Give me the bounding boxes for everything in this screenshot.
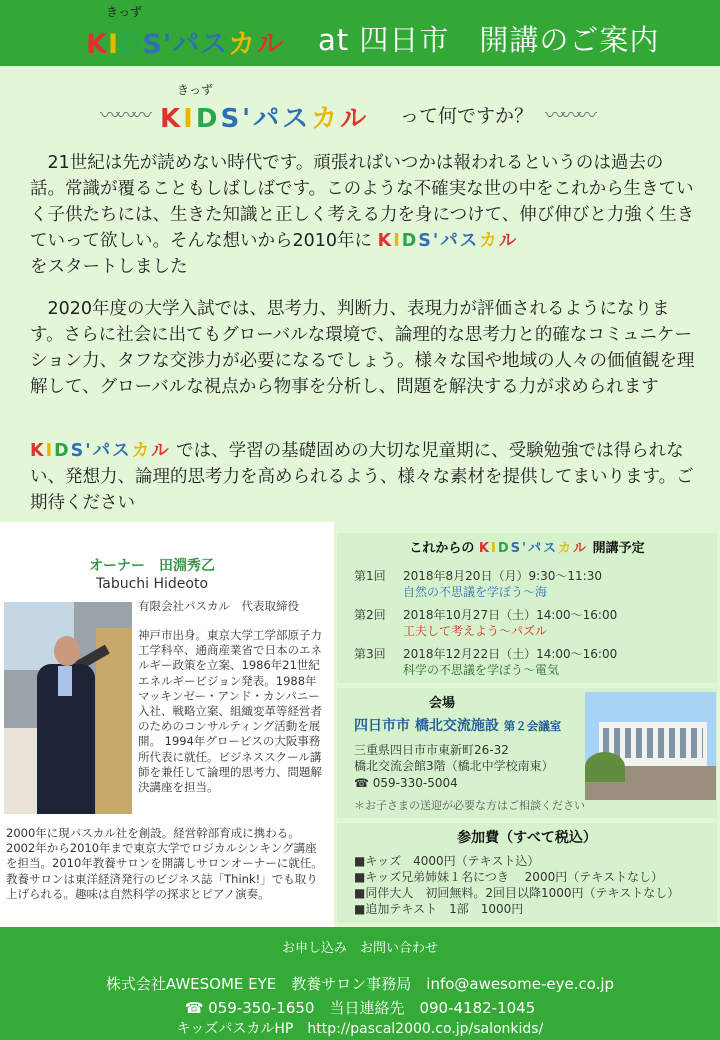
brand-char: ': [522, 541, 528, 556]
fee-item: ■キッズ兄弟姉妹１名につき 2000円（テキストなし）: [354, 870, 663, 884]
owner-title: オーナー 田淵秀乙: [89, 558, 215, 574]
intro-section: [0, 66, 720, 521]
brand-char: D: [118, 29, 143, 60]
fee-item: ■同伴大人 初回無料。2回目以降1000円（テキストなし）: [354, 886, 680, 900]
brand-char: カ: [311, 104, 341, 134]
intro-brand-ruby: きっず: [177, 83, 214, 97]
brand-char: パ: [528, 541, 544, 556]
brand-char: ': [162, 29, 173, 60]
session-1-date: 2018年8月20日（月）9:30～11:30: [403, 569, 602, 583]
fee-item: ■キッズ 4000円（テキスト込）: [354, 854, 540, 868]
brand-char: カ: [558, 541, 574, 556]
brand-char: S: [220, 104, 243, 134]
owner-bio-2: 2000年に現パスカル社を創設。経営幹部育成に携わる。2002年から2010年まで東京大学でロジカルシンキング講座を担当。2010年教養サロンを開講しサロンオーナーに就任。教養サロンは東洋経済発行のビジネス誌「Think!」でも取り上げられる。趣味は自然科学の探求とピアノ演奏。: [6, 826, 323, 901]
p3-brand: [30, 441, 171, 461]
intro-paragraph-3: [30, 438, 695, 516]
flourish-right-ornament: 〰〰〰: [545, 103, 593, 127]
brand-char: I: [393, 231, 402, 251]
brand-char: ル: [256, 29, 285, 60]
session-2-number: 第2回: [354, 608, 386, 622]
brand-char: ': [432, 231, 441, 251]
owner-bio-1: 神戸市出身。東京大学工学部原子力工学科卒、通商産業省で日本のエネルギー政策を立案、1986年21世紀エネルギービジョン発表。1988年マッキンゼー・アンド・カンパニー入社、戦略立案、組織変革等経営者のためのコンサルティング活動を展開。 1994年グロービスの大阪事務所代表に就任。ビジネススクール講師を兼任して論理的思考力、問題解決講座を担当。: [138, 628, 322, 795]
brand-char: パ: [253, 104, 283, 134]
contact-phone: ☎ 059-350-1650 当日連絡先 090-4182-1045: [184, 999, 536, 1017]
brand-char: ': [85, 441, 93, 461]
brand-char: K: [377, 231, 394, 251]
brand-char: ス: [543, 541, 559, 556]
session-1-topic: 自然の不思議を学ぼう～海: [403, 585, 548, 599]
brand-char: ル: [573, 541, 589, 556]
brand-char: パ: [440, 231, 460, 251]
brand-char: S: [418, 231, 433, 251]
owner-photo: [4, 602, 132, 814]
brand-char: ル: [340, 104, 370, 134]
schedule-title-pre: これからの: [409, 541, 475, 556]
p1-end: をスタートしました: [30, 257, 188, 277]
session-3-number: 第3回: [354, 647, 386, 661]
intro-paragraph-1: [30, 150, 695, 280]
brand-char: S: [142, 29, 163, 60]
brand-char: ス: [459, 231, 480, 251]
brand-char: カ: [479, 231, 499, 251]
fee-title: 参加費（すべて税込）: [457, 830, 597, 846]
brand-char: カ: [131, 441, 152, 461]
brand-char: K: [30, 441, 46, 461]
brand-char: D: [401, 231, 419, 251]
brand-char: ス: [282, 104, 312, 134]
session-1-number: 第1回: [354, 569, 386, 583]
brand-char: ル: [498, 231, 519, 251]
contact-company-email: 株式会社AWESOME EYE 教養サロン事務局 info@awesome-eye.co.jp: [105, 975, 615, 993]
session-3-date: 2018年12月22日（土）14:00～16:00: [403, 647, 618, 661]
header-title: at 四日市 開講のご案内: [318, 23, 660, 57]
brand-char: K: [478, 541, 491, 556]
schedule-title-brand: [479, 541, 588, 556]
session-2-date: 2018年10月27日（土）14:00～16:00: [403, 608, 618, 622]
header-banner: [0, 0, 720, 66]
contact-heading: お申し込み お問い合わせ: [281, 941, 438, 956]
session-2-topic: 工夫して考えよう～パズル: [403, 624, 548, 638]
brand-char: D: [195, 104, 221, 134]
venue-building-photo: [585, 692, 716, 800]
brand-char: カ: [228, 29, 257, 60]
brand-char: パ: [172, 29, 201, 60]
brand-char: I: [107, 29, 119, 60]
session-3-topic: 科学の不思議を学ぼう～電気: [403, 663, 560, 677]
brand-char: ル: [151, 441, 171, 461]
brand-char: I: [183, 104, 196, 134]
intro-paragraph-2: 2020年度の大学入試では、思考力、判断力、表現力が評価されるようになります。さらに社会に出てもグローバルな環境で、論理的な思考力と的確なコミュニケーション力、タフな交渉力が必要になるでしょう。様々な国や地域の人々の価値観を理解して、グローバルな視点から物事を分析し、問題を解決する力が求められます: [30, 299, 695, 397]
brand-char: S: [70, 441, 86, 461]
venue-address-detail: 橋北交流会館3階（橋北中学校南東）: [354, 759, 554, 773]
schedule-title-post: 開講予定: [592, 541, 645, 556]
brand-char: I: [491, 541, 498, 556]
brand-char: I: [45, 441, 55, 461]
intro-brand: [160, 98, 369, 135]
intro-question: って何ですか？: [400, 105, 534, 127]
owner-roman-name: Tabuchi Hideoto: [96, 576, 209, 592]
venue-label: 会場: [428, 696, 455, 711]
schedule-box: [337, 533, 717, 683]
p3-text: では、学習の基礎固めの大切な児童期に、受験勉強では得られない、発想力、論理的思考力を高められるよう、様々な素材を提供してまいります。ご期待ください: [30, 441, 694, 513]
fee-item: ■追加テキスト 1部 1000円: [354, 902, 524, 916]
owner-profile: [0, 522, 334, 927]
brand-char: ': [242, 104, 254, 134]
fee-box: [337, 823, 717, 923]
contact-footer: [0, 927, 720, 1040]
brand-char: D: [54, 441, 71, 461]
brand-char: D: [497, 541, 511, 556]
owner-company: 有限会社パスカル 代表取締役: [138, 599, 299, 613]
venue-facility: 四日市市 橋北交流施設: [354, 718, 499, 734]
brand-char: K: [86, 29, 108, 60]
brand-logo-text: [86, 22, 284, 61]
brand-char: S: [510, 541, 523, 556]
brand-ruby: きっず: [106, 5, 143, 19]
contact-website: キッズパスカルHP http://pascal2000.co.jp/salonkids/: [176, 1021, 544, 1037]
brand-char: ス: [112, 441, 132, 461]
schedule-title: [337, 537, 717, 556]
brand-char: ス: [200, 29, 229, 60]
venue-address: 三重県四日市市東新町26-32: [354, 743, 509, 757]
venue-room: 第２会議室: [503, 719, 562, 733]
venue-name: [354, 715, 561, 735]
p1-brand: [378, 231, 519, 251]
venue-phone: ☎ 059-330-5004: [354, 776, 458, 790]
brand-char: K: [160, 104, 184, 134]
flourish-left-ornament: 〰〰〰: [100, 103, 148, 127]
brand-char: パ: [92, 441, 113, 461]
venue-note: ＊お子さまの送迎が必要な方はご相談ください: [354, 799, 585, 812]
p1-text: 21世紀は先が読めない時代です。頑張ればいつかは報われるというのは過去の話。常識が覆ることもしばしばです。このような不確実な世の中をこれから生きていく子供たちには、生きた知識と正しく考える力を身につけて、伸び伸びと力強く生きていって欲しい。そんな想いから2010年に: [30, 153, 695, 251]
